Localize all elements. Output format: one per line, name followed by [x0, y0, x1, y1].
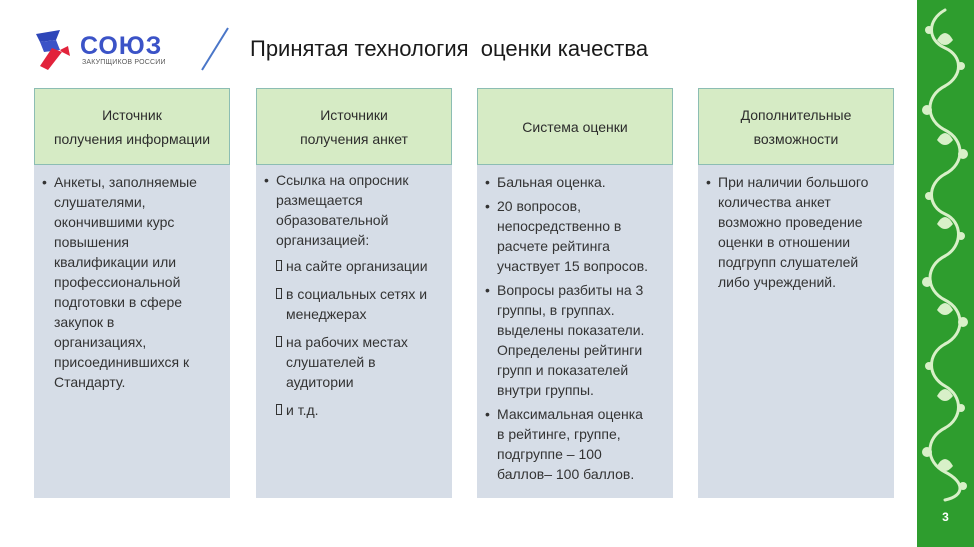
column-extra-features: [698, 88, 894, 498]
checkbox-glyph-icon: [276, 336, 282, 347]
column-body: [256, 170, 452, 428]
logo-emblem-icon: [30, 26, 78, 74]
column-body: [34, 172, 230, 396]
logo: [30, 26, 190, 76]
checkbox-glyph-icon: [276, 260, 282, 271]
bullet-item: • 20 вопросов, непосредственно в расчете рейтинга участвует 15 вопросов.: [485, 198, 649, 274]
column-source-info: [34, 88, 230, 498]
bullet-item: • Максимальная оценка в рейтинге, группе, подгруппе – 100 баллов– 100 баллов.: [485, 406, 643, 482]
column-body: [698, 172, 894, 296]
column-header: Дополнительные возможности: [698, 88, 894, 165]
logo-name: СОЮЗ: [80, 32, 163, 60]
bullet-item: • Анкеты, заполняемые слушателями, окончившими курс повышения квалификации или профессиональной подготовки в сфере закупок в организациях, присоединившихся к Стандарту.: [42, 174, 197, 390]
logo-subtitle: ЗАКУПЩИКОВ РОССИИ: [82, 59, 166, 66]
title-divider: [198, 26, 232, 72]
bullet-item: • При наличии большого количества анкет возможно проведение оценки в отношении подгрупп слушателей либо учреждений.: [706, 174, 869, 290]
sub-item: на рабочих местах слушателей в аудитории: [256, 332, 452, 392]
sub-item: в социальных сетях и менеджерах: [256, 284, 452, 324]
floral-ornament-icon: [917, 0, 974, 547]
checkbox-glyph-icon: [276, 404, 282, 415]
column-survey-sources: [256, 88, 452, 498]
column-rating-system: [477, 88, 673, 498]
page-number: 3: [942, 510, 949, 524]
column-header: Система оценки: [477, 88, 673, 165]
ornament-strip: [917, 0, 974, 547]
bullet-item: • Бальная оценка.: [485, 174, 606, 190]
sub-item: и т.д.: [256, 400, 452, 420]
bullet-item: • Ссылка на опросник размещается образовательной организацией:: [264, 172, 409, 248]
slide-title: Принятая технология оценки качества: [250, 36, 649, 61]
sub-item: на сайте организации: [256, 256, 452, 276]
checkbox-glyph-icon: [276, 288, 282, 299]
column-header: Источник получения информации: [34, 88, 230, 165]
column-header: Источники получения анкет: [256, 88, 452, 165]
bullet-item: • Вопросы разбиты на 3 группы, в группах. выделены показатели. Определены рейтинги групп и показателей внутри группы.: [485, 282, 645, 398]
column-body: [477, 172, 673, 488]
